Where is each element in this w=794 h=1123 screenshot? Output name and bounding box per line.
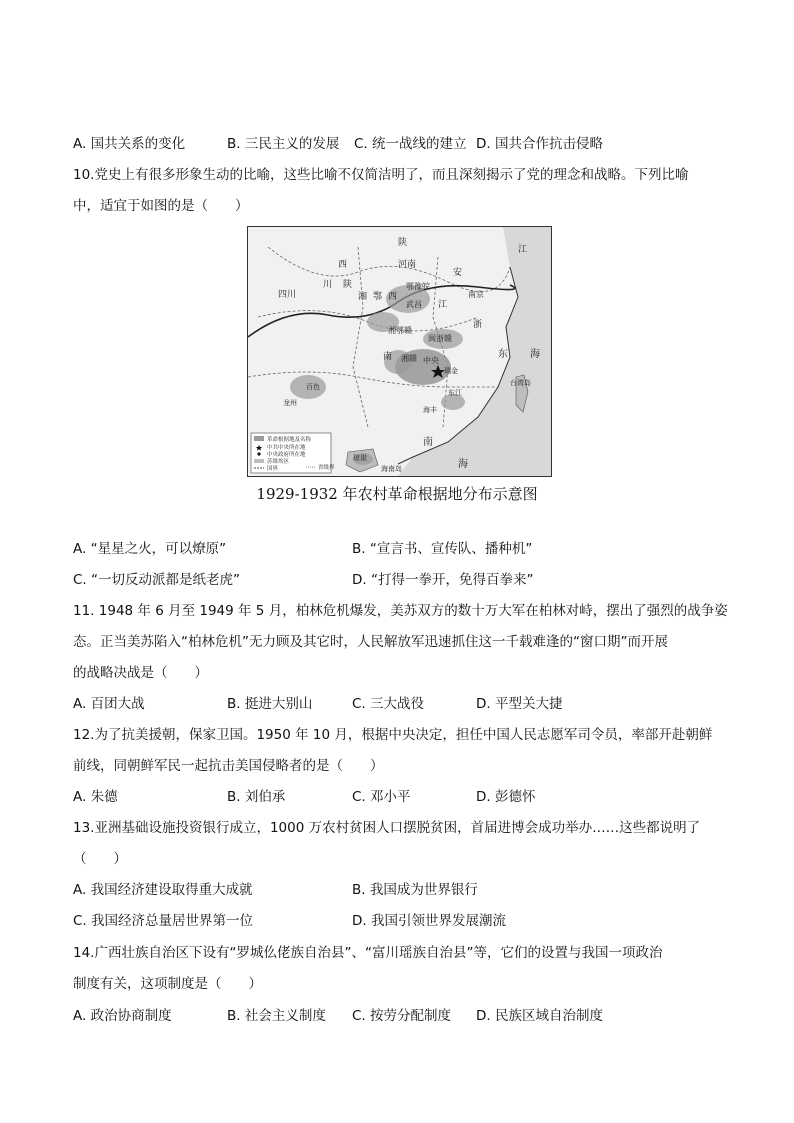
map-label-dongjiang: 东江 <box>448 389 462 397</box>
q13-stem-line1: 13.亚洲基础设施投资银行成立，1000 万农村贫困人口摆脱贫困，首届进博会成功举办……这些都说明了 <box>73 820 701 836</box>
q12-option-a: A. 朱德 <box>73 789 118 805</box>
map-label-hai: 海 <box>530 349 540 360</box>
map-label-zhe: 浙 <box>473 320 483 330</box>
map-label-henan: 河南 <box>398 260 417 270</box>
map-label-wuchang: 武昌 <box>406 300 422 309</box>
map-label-zhongyang: 中央 <box>423 356 439 365</box>
map-label-shaanxi2: 陕 <box>343 280 353 290</box>
map-label-ruijin: 瑞金 <box>444 367 458 375</box>
map-label-hainan: 海南岛 <box>381 465 402 473</box>
legend-soviet-area: 苏维埃区 <box>267 459 290 465</box>
q11-option-c: C. 三大战役 <box>352 696 425 712</box>
map-label-hai2: 海 <box>458 459 468 470</box>
legend-border: 国界 <box>267 466 279 472</box>
q10-option-d: D. “打得一拳开，免得百拳来” <box>352 572 534 588</box>
q14-option-c: C. 按劳分配制度 <box>352 1008 452 1024</box>
map-label-dong: 东 <box>498 349 508 360</box>
q9-option-b: B. 三民主义的发展 <box>227 136 340 152</box>
legend-base-area: 革命根据地及名称 <box>267 437 312 443</box>
q9-option-d: D. 国共合作抗击侵略 <box>476 136 603 152</box>
q12-option-d: D. 彭德怀 <box>476 789 536 805</box>
q13-option-c: C. 我国经济总量居世界第一位 <box>73 913 254 929</box>
legend-province-border: 省级界 <box>318 465 335 471</box>
q10-stem-line1: 10.党史上有很多形象生动的比喻，这些比喻不仅简洁明了，而且深刻揭示了党的理念和战略。下列比喻 <box>73 167 689 183</box>
map-label-hubei: 湘 <box>358 292 368 302</box>
map-label-hunan: 南 <box>383 352 393 362</box>
q10-stem-line2: 中，适宜于如图的是（ ） <box>73 198 249 214</box>
map-label-longzhou: 龙州 <box>283 399 297 407</box>
legend-cpc-center: 中共中央所在地 <box>267 445 306 451</box>
q14-stem-line1: 14.广西壮族自治区下设有“罗城仫佬族自治县”、“富川瑶族自治县”等，它们的设置与我国一项政治 <box>73 945 663 961</box>
q14-stem-line2: 制度有关，这项制度是（ ） <box>73 976 262 992</box>
q9-option-c: C. 统一战线的建立 <box>354 136 467 152</box>
q13-option-d: D. 我国引领世界发展潮流 <box>352 913 506 929</box>
map-label-haifeng: 海丰 <box>423 406 437 414</box>
map-label-xi: 西 <box>338 260 348 270</box>
map-label-xianggan: 湘赣 <box>401 354 417 363</box>
map-label-shaan: 陕 <box>398 238 408 248</box>
q10-option-b: B. “宣言书、宣传队、播种机” <box>352 541 533 557</box>
map-label-nanjing: 南京 <box>468 290 484 299</box>
revolutionary-base-map <box>247 226 552 477</box>
map-caption: 1929-1932 年农村革命根据地分布示意图 <box>256 485 538 503</box>
q10-option-c: C. “一切反动派都是纸老虎” <box>73 572 240 588</box>
q14-option-b: B. 社会主义制度 <box>227 1008 326 1024</box>
map-label-taiwan: 台湾岛 <box>510 379 531 387</box>
q11-option-d: D. 平型关大捷 <box>476 696 563 712</box>
q10-option-a: A. “星星之火，可以燎原” <box>73 541 227 557</box>
map-label-nan: 南 <box>423 437 433 448</box>
q14-option-a: A. 政治协商制度 <box>73 1008 172 1024</box>
map-figure <box>248 227 551 476</box>
map-label-jiang2: 江 <box>438 300 448 310</box>
q13-option-b: B. 我国成为世界银行 <box>352 882 478 898</box>
q12-option-b: B. 刘伯承 <box>227 789 286 805</box>
q12-stem-line1: 12.为了抗美援朝，保家卫国。1950 年 10 月，根据中央决定，担任中国人民志愿军司令员，率部开赴朝鲜 <box>73 727 713 743</box>
map-label-bose: 百色 <box>306 383 320 391</box>
q11-stem-line1: 11. 1948 年 6 月至 1949 年 5 月，柏林危机爆发，美苏双方的数十万大军在柏林对峙，摆出了强烈的战争姿 <box>73 603 728 619</box>
q13-option-a: A. 我国经济建设取得重大成就 <box>73 882 253 898</box>
q12-stem-line2: 前线，同朝鲜军民一起抗击美国侵略者的是（ ） <box>73 758 384 774</box>
q11-stem-line2: 态。正当美苏陷入“柏林危机”无力顾及其它时，人民解放军迅速抓住这一千载难逢的“窗口期”而开展 <box>73 634 668 650</box>
q14-option-d: D. 民族区域自治制度 <box>476 1008 603 1024</box>
q11-option-a: A. 百团大战 <box>73 696 145 712</box>
q11-option-b: B. 挺进大别山 <box>227 696 313 712</box>
q11-stem-line3: 的战略决战是（ ） <box>73 665 208 681</box>
map-label-jiangsu: 江 <box>518 245 528 255</box>
q9-option-a: A. 国共关系的变化 <box>73 136 186 152</box>
map-label-xi2: 西 <box>388 292 398 302</box>
map-label-xiangexi: 湘鄂赣 <box>388 326 412 335</box>
q12-option-c: C. 邓小平 <box>352 789 411 805</box>
map-label-minzhe: 闽浙赣 <box>428 334 452 343</box>
map-label-qiongya: 琼崖 <box>353 454 367 462</box>
map-label-sichuan: 四川 <box>278 290 297 300</box>
map-label-exi: 鄂 <box>373 292 383 302</box>
map-label-anhui: 安 <box>453 268 463 278</box>
map-label-eyu: 鄂豫皖 <box>406 282 430 291</box>
q13-stem-line2: （ ） <box>73 851 127 867</box>
legend-gov-center: 中央政府所在地 <box>267 452 306 458</box>
map-label-chuan: 川 <box>323 280 333 290</box>
